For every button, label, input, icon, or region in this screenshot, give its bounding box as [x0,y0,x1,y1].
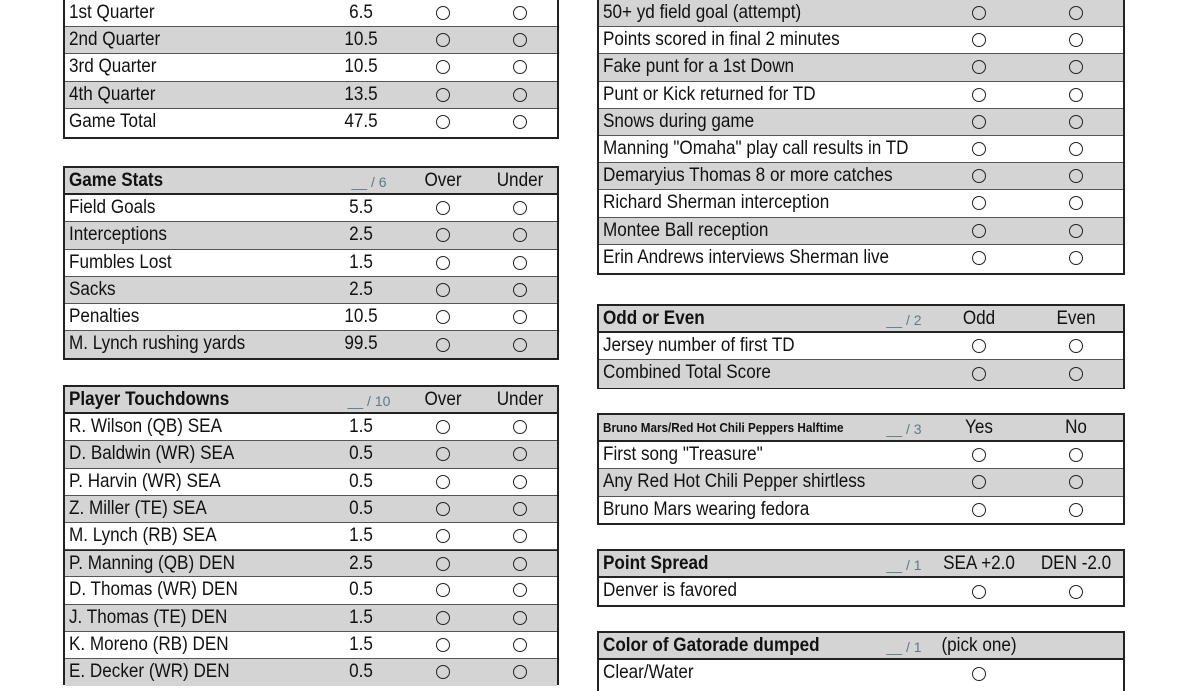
score-field: __ / 6 [351,174,387,190]
row-label: P. Harvin (WR) SEA [69,470,221,492]
no-radio[interactable] [1069,115,1083,129]
yes-radio[interactable] [972,6,986,20]
table-row [599,163,1123,190]
row-value: 10.5 [344,29,378,51]
column-header-pick-one: (pick one) [941,635,1017,656]
row-label: Any Red Hot Chili Pepper shirtless [603,471,866,493]
column-header-over: Over [424,389,462,410]
section-title: Bruno Mars/Red Hot Chili Peppers Halftime [603,420,844,435]
score-field: __ / 1 [886,557,922,573]
row-label: E. Decker (WR) DEN [69,660,230,682]
table-row [599,27,1123,54]
yes-radio[interactable] [972,251,986,265]
props-table [597,0,1125,275]
row-label: Erin Andrews interviews Sherman live [603,246,890,268]
table-row [65,195,557,222]
halftime-table [597,413,1125,525]
score-field: __ / 2 [886,312,922,328]
table-row [599,54,1123,81]
table-row [599,82,1123,109]
under-radio[interactable] [513,256,527,270]
over-radio[interactable] [436,638,450,652]
row-label: M. Lynch (RB) SEA [69,524,217,546]
player-touchdowns-table [63,385,559,685]
table-row [599,136,1123,163]
row-label: J. Thomas (TE) DEN [69,606,228,628]
row-value: 10.5 [344,56,378,78]
table-row [65,331,557,358]
no-radio[interactable] [1069,251,1083,265]
over-radio[interactable] [436,228,450,242]
under-radio[interactable] [513,283,527,297]
odd-radio[interactable] [972,339,986,353]
over-radio[interactable] [436,256,450,270]
yes-radio[interactable] [972,169,986,183]
table-row [65,109,557,136]
under-radio[interactable] [513,665,527,679]
row-value: 47.5 [344,110,378,132]
over-radio[interactable] [436,201,450,215]
section-title: Point Spread [603,553,709,574]
row-value: 1.5 [349,416,373,438]
table-row [65,441,557,468]
no-radio[interactable] [1069,503,1083,517]
row-label: Points scored in final 2 minutes [603,29,840,51]
row-label: Fumbles Lost [69,251,172,273]
row-label: First song "Treasure" [603,444,763,466]
row-label: Punt or Kick returned for TD [603,83,816,105]
row-value: 2.5 [349,553,373,575]
under-radio[interactable] [513,33,527,47]
under-radio[interactable] [513,420,527,434]
odd-even-table [597,304,1125,389]
no-radio[interactable] [1069,224,1083,238]
over-radio[interactable] [436,283,450,297]
row-label: Clear/Water [603,662,694,684]
column-header-sea: SEA +2.0 [943,553,1015,574]
game-stats-table [63,166,559,360]
table-row [65,414,557,441]
row-label: 2nd Quarter [69,29,161,51]
table-row [65,250,557,277]
row-label: Bruno Mars wearing fedora [603,498,810,520]
table-row [65,577,557,604]
gatorade-table [597,631,1125,691]
no-radio[interactable] [1069,142,1083,156]
row-label: Demaryius Thomas 8 or more catches [603,165,893,187]
row-label: 3rd Quarter [69,56,157,78]
row-label: Penalties [69,305,140,327]
column-header-over: Over [424,170,462,191]
no-radio[interactable] [1069,196,1083,210]
under-radio[interactable] [513,201,527,215]
table-row [65,222,557,249]
no-radio[interactable] [1069,33,1083,47]
under-radio[interactable] [513,475,527,489]
under-radio[interactable] [513,228,527,242]
table-row [65,277,557,304]
table-row [599,578,1123,605]
pick-radio[interactable] [972,667,986,681]
under-radio[interactable] [513,447,527,461]
yes-radio[interactable] [972,224,986,238]
table-header [599,633,1123,660]
row-value: 0.5 [349,497,373,519]
row-value: 99.5 [344,333,378,355]
row-value: 0.5 [349,660,373,682]
over-radio[interactable] [436,611,450,625]
row-label: M. Lynch rushing yards [69,333,246,355]
row-label: Interceptions [69,224,167,246]
yes-radio[interactable] [972,142,986,156]
under-radio[interactable] [513,6,527,20]
yes-radio[interactable] [972,60,986,74]
table-row [65,469,557,496]
row-value: 1.5 [349,633,373,655]
row-label: D. Baldwin (WR) SEA [69,443,235,465]
yes-radio[interactable] [972,88,986,102]
table-header [599,415,1123,442]
over-radio[interactable] [436,88,450,102]
column-header-den: DEN -2.0 [1040,553,1112,574]
over-radio[interactable] [436,6,450,20]
table-row [599,497,1123,524]
row-value: 0.5 [349,470,373,492]
no-radio[interactable] [1069,88,1083,102]
table-row [599,0,1123,27]
over-radio[interactable] [436,60,450,74]
row-value: 13.5 [344,83,378,105]
over-radio[interactable] [436,529,450,543]
under-radio[interactable] [513,115,527,129]
row-label: Montee Ball reception [603,219,769,241]
row-label: Manning "Omaha" play call results in TD [603,137,909,159]
row-label: K. Moreno (RB) DEN [69,633,229,655]
table-row [599,360,1123,387]
under-radio[interactable] [513,583,527,597]
table-row [65,605,557,632]
table-row [65,523,557,550]
den-radio[interactable] [1069,585,1083,599]
table-row [65,304,557,331]
quarters-table [63,0,559,139]
section-title: Game Stats [69,170,164,191]
under-radio[interactable] [513,529,527,543]
row-label: 1st Quarter [69,2,155,23]
row-label: Snows during game [603,110,755,132]
row-label: Game Total [69,110,157,132]
column-header-yes: Yes [965,417,993,438]
even-radio[interactable] [1069,367,1083,381]
row-value: 10.5 [344,305,378,327]
table-row [65,659,557,686]
table-header [65,168,557,195]
table-row [599,245,1123,272]
table-row [599,469,1123,496]
table-row [599,442,1123,469]
no-radio[interactable] [1069,448,1083,462]
over-radio[interactable] [436,557,450,571]
under-radio[interactable] [513,310,527,324]
row-label: Sacks [69,278,116,300]
yes-radio[interactable] [972,475,986,489]
table-row [65,550,557,577]
over-radio[interactable] [436,502,450,516]
yes-radio[interactable] [972,33,986,47]
over-radio[interactable] [436,475,450,489]
table-row [65,82,557,109]
row-label: Field Goals [69,197,156,219]
table-row [599,333,1123,360]
yes-radio[interactable] [972,448,986,462]
over-radio[interactable] [436,447,450,461]
column-header-odd: Odd [962,308,996,329]
table-row [65,496,557,523]
row-value: 2.5 [349,224,373,246]
even-radio[interactable] [1069,339,1083,353]
table-row [65,54,557,81]
yes-radio[interactable] [972,115,986,129]
table-row [599,109,1123,136]
score-field: __ / 10 [347,393,391,409]
row-label: P. Manning (QB) DEN [69,553,236,575]
column-header-under: Under [496,170,544,191]
row-label: R. Wilson (QB) SEA [69,416,222,438]
row-label: 50+ yd field goal (attempt) [603,2,802,23]
under-radio[interactable] [513,638,527,652]
row-label: Fake punt for a 1st Down [603,56,795,78]
row-label: Denver is favored [603,580,738,602]
table-row [599,660,1123,687]
under-radio[interactable] [513,88,527,102]
yes-radio[interactable] [972,196,986,210]
over-radio[interactable] [436,665,450,679]
row-label: Combined Total Score [603,362,771,384]
table-row [65,632,557,659]
over-radio[interactable] [436,583,450,597]
over-radio[interactable] [436,115,450,129]
no-radio[interactable] [1069,60,1083,74]
under-radio[interactable] [513,611,527,625]
point-spread-table [597,549,1125,607]
row-value: 5.5 [349,197,373,219]
table-row [599,190,1123,217]
table-header [599,306,1123,333]
section-title: Color of Gatorade dumped [603,635,820,656]
under-radio[interactable] [513,557,527,571]
over-radio[interactable] [436,310,450,324]
column-header-under: Under [496,389,544,410]
under-radio[interactable] [513,502,527,516]
row-value: 0.5 [349,579,373,601]
table-row [65,27,557,54]
row-label: Z. Miller (TE) SEA [69,497,207,519]
sea-radio[interactable] [972,585,986,599]
no-radio[interactable] [1069,6,1083,20]
under-radio[interactable] [513,338,527,352]
row-value: 1.5 [349,251,373,273]
table-row [599,218,1123,245]
row-value: 2.5 [349,278,373,300]
over-radio[interactable] [436,420,450,434]
row-label: Richard Sherman interception [603,192,830,214]
table-header [65,387,557,414]
yes-radio[interactable] [972,503,986,517]
row-value: 1.5 [349,606,373,628]
row-value: 1.5 [349,524,373,546]
odd-radio[interactable] [972,367,986,381]
row-value: 0.5 [349,443,373,465]
row-value: 6.5 [349,2,373,23]
under-radio[interactable] [513,60,527,74]
column-header-even: Even [1056,308,1096,329]
section-title: Odd or Even [603,308,705,329]
no-radio[interactable] [1069,475,1083,489]
section-title: Player Touchdowns [69,389,230,410]
score-field: __ / 3 [886,421,922,437]
score-field: __ / 1 [886,639,922,655]
table-header [599,551,1123,578]
row-label: Jersey number of first TD [603,335,795,357]
no-radio[interactable] [1069,169,1083,183]
over-radio[interactable] [436,338,450,352]
row-label: D. Thomas (WR) DEN [69,579,238,601]
column-header-no: No [1065,417,1087,438]
table-row [65,0,557,27]
row-label: 4th Quarter [69,83,156,105]
over-radio[interactable] [436,33,450,47]
